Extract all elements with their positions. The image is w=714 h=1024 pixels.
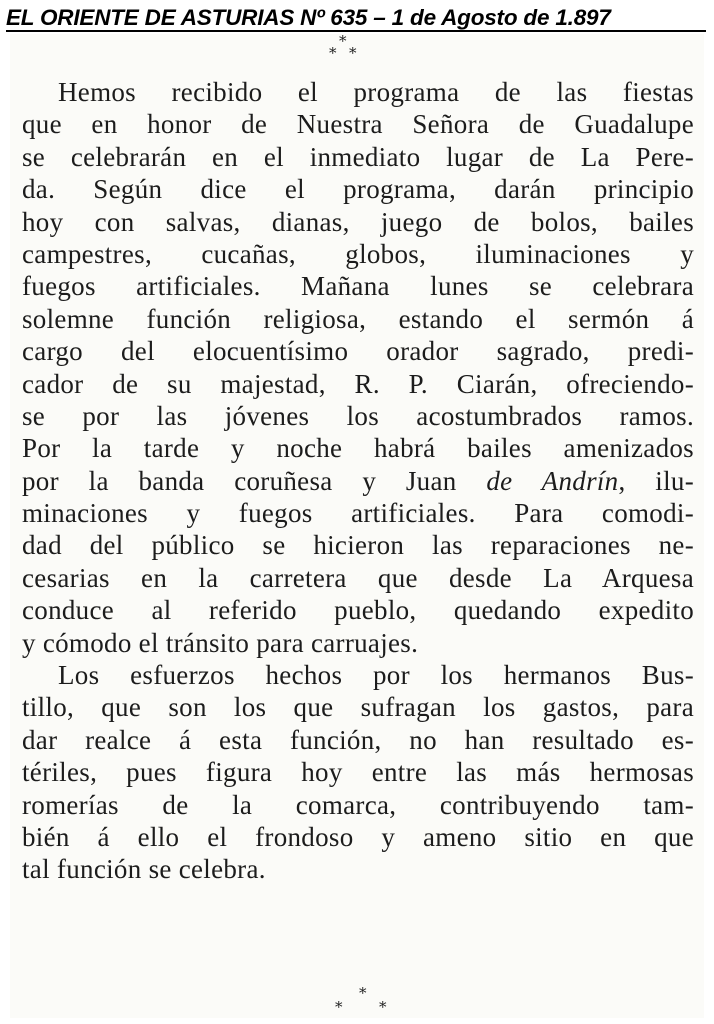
- article-line: se por las jóvenes los acostumbrados ramos.: [22, 400, 694, 431]
- article-line: solemne función religiosa, estando el sermón á: [22, 303, 694, 334]
- bottom-asterism-ornament: * * *: [335, 984, 387, 1016]
- article-line: tériles, pues figura hoy entre las más hermosas: [22, 757, 694, 788]
- article-line: tal función se celebra.: [22, 854, 266, 885]
- article-line: conduce al referido pueblo, quedando expedito: [22, 595, 694, 626]
- article-line: Los esfuerzos hechos por los hermanos Bus-: [58, 660, 694, 691]
- article-line: y cómodo el tránsito para carruajes.: [22, 627, 419, 658]
- article-line: bién á ello el frondoso y ameno sitio en que: [22, 821, 694, 852]
- article-line: dad del público se hicieron las reparaciones ne-: [22, 530, 694, 561]
- article-line: romerías de la comarca, contribuyendo tam-: [22, 789, 694, 820]
- article-line: cador de su majestad, R. P. Ciarán, ofreciendo-: [22, 368, 694, 399]
- article-line-part: por la banda coruñesa y Juan: [22, 465, 457, 496]
- article-body: [22, 76, 694, 886]
- article-line-italic-name: de Andrín: [486, 465, 619, 496]
- article-line: fuegos artificiales. Mañana lunes se celebrara: [22, 271, 694, 302]
- article-line: da. Según dice el programa, darán principio: [22, 174, 694, 205]
- article-line: hoy con salvas, dianas, juego de bolos, bailes: [22, 206, 694, 237]
- top-asterism-ornament: * * *: [329, 32, 357, 62]
- article-line: cesarias en la carretera que desde La Arquesa: [22, 562, 694, 593]
- newspaper-header-title: EL ORIENTE DE ASTURIAS Nº 635 – 1 de Agosto de 1.897: [6, 6, 706, 32]
- article-line-part: , ilu-: [618, 465, 694, 496]
- article-line: que en honor de Nuestra Señora de Guadalupe: [22, 109, 694, 140]
- article-line: cargo del elocuentísimo orador sagrado, predi-: [22, 336, 694, 367]
- article-line: dar realce á esta función, no han resultado es-: [22, 724, 694, 755]
- article-line: se celebrarán en el inmediato lugar de La Pere-: [22, 141, 694, 172]
- article-line: tillo, que son los que sufragan los gastos, para: [22, 692, 694, 723]
- article-line: Hemos recibido el programa de las fiestas: [58, 77, 694, 107]
- article-line: [22, 465, 694, 497]
- newspaper-clipping: [10, 34, 704, 1018]
- article-line: Por la tarde y noche habrá bailes amenizados: [22, 433, 694, 464]
- article-line: campestres, cucañas, globos, iluminaciones y: [22, 238, 694, 269]
- article-line: minaciones y fuegos artificiales. Para comodi-: [22, 498, 694, 529]
